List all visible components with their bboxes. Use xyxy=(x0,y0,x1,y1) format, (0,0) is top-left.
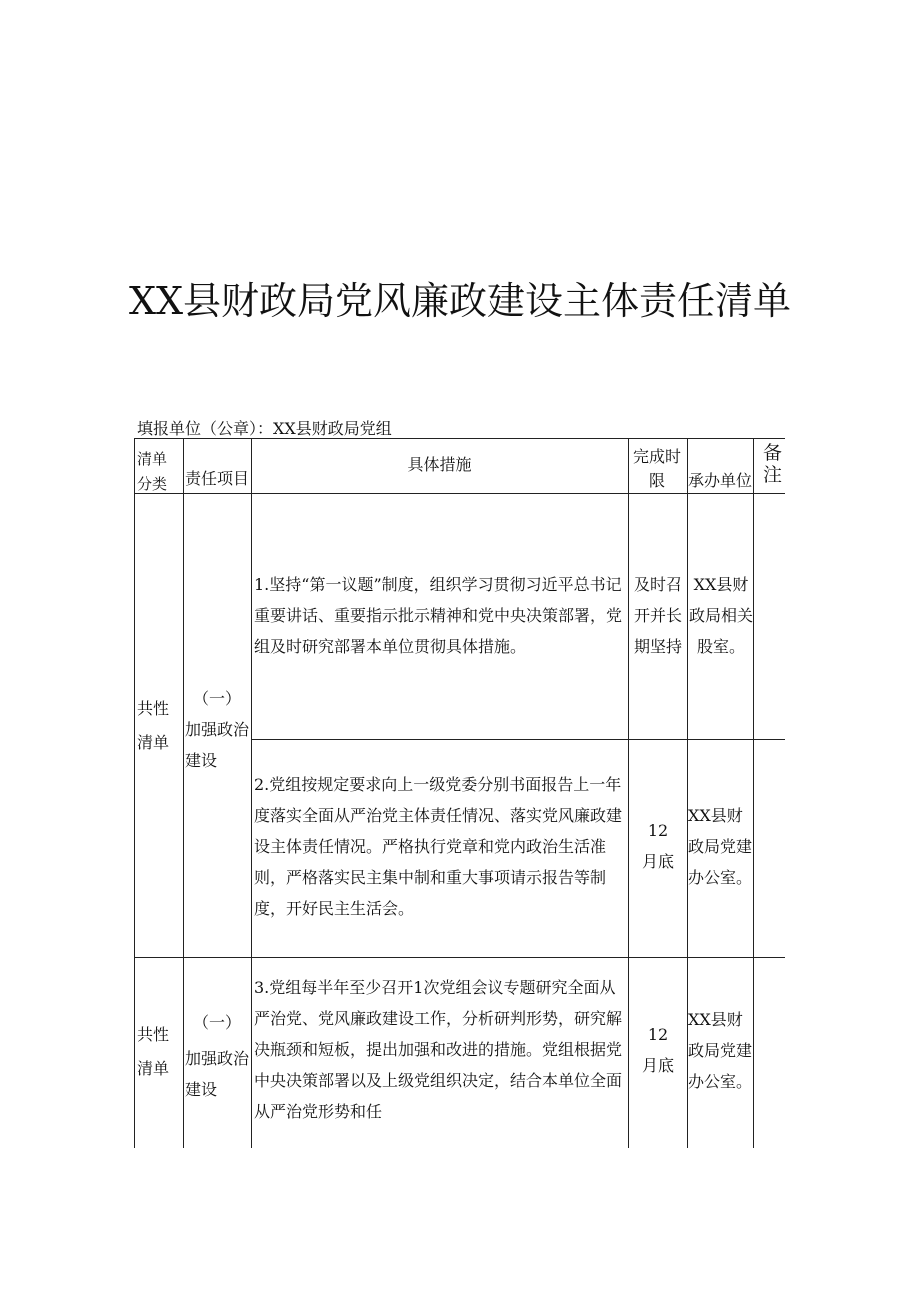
table-border-left xyxy=(134,438,135,1148)
row-dept: XX县财政局相关股室。 xyxy=(689,575,754,656)
col-divider xyxy=(628,438,629,1148)
header-category: 清单分类 xyxy=(137,450,168,493)
row-deadline: 及时召开并长期坚持 xyxy=(633,575,682,656)
header-measure: 具体措施 xyxy=(407,455,472,474)
header-deadline: 完成时限 xyxy=(632,447,681,490)
group-item-number: （一） xyxy=(192,689,241,708)
row-dept: XX县财政局党建办公室。 xyxy=(688,1010,753,1091)
row-measure: 2.党组按规定要求向上一级党委分别书面报告上一年度落实全面从严治党主体责任情况、落实党风廉政建设主体责任情况。严格执行党章和党内政治生活准则，严格落实民主集中制和重大事项请示报告等制度，开好民主生活会。 xyxy=(254,775,623,918)
row-measure: 3.党组每半年至少召开1次党组会议专题研究全面从严治党、党风廉政建设工作，分析研判形势，研究解决瓶颈和短板，提出加强和改进的措施。党组根据党中央决策部署以及上级党组织决定，结合本单位全面从严治党形势和任 xyxy=(254,978,623,1121)
header-remark: 备注 xyxy=(763,442,783,486)
group-category: 共性清单 xyxy=(137,1025,170,1078)
row-divider xyxy=(251,739,785,740)
row-deadline: 12月底 xyxy=(641,821,674,871)
group-item-name: 加强政治建设 xyxy=(185,1049,250,1099)
fill-unit-label: 填报单位（公章）：XX县财政局党组 xyxy=(137,419,392,438)
group-item-name: 加强政治建设 xyxy=(185,720,250,770)
col-divider xyxy=(251,438,252,1148)
responsibility-table xyxy=(134,438,786,1148)
group-category: 共性清单 xyxy=(137,699,170,752)
col-divider xyxy=(753,438,754,1148)
col-divider xyxy=(183,438,184,1148)
header-dept: 承办单位 xyxy=(687,471,752,490)
row-dept: XX县财政局党建办公室。 xyxy=(688,806,753,887)
group-item-number: （一） xyxy=(192,1013,241,1032)
row-measure: 1.坚持“第一议题”制度，组织学习贯彻习近平总书记重要讲话、重要指示批示精神和党中央决策部署，党组及时研究部署本单位贯彻具体措施。 xyxy=(254,575,623,656)
header-item: 责任项目 xyxy=(184,469,249,488)
row-deadline: 12月底 xyxy=(641,1025,674,1075)
page-title: XX县财政局党风廉政建设主体责任清单 xyxy=(128,279,792,323)
